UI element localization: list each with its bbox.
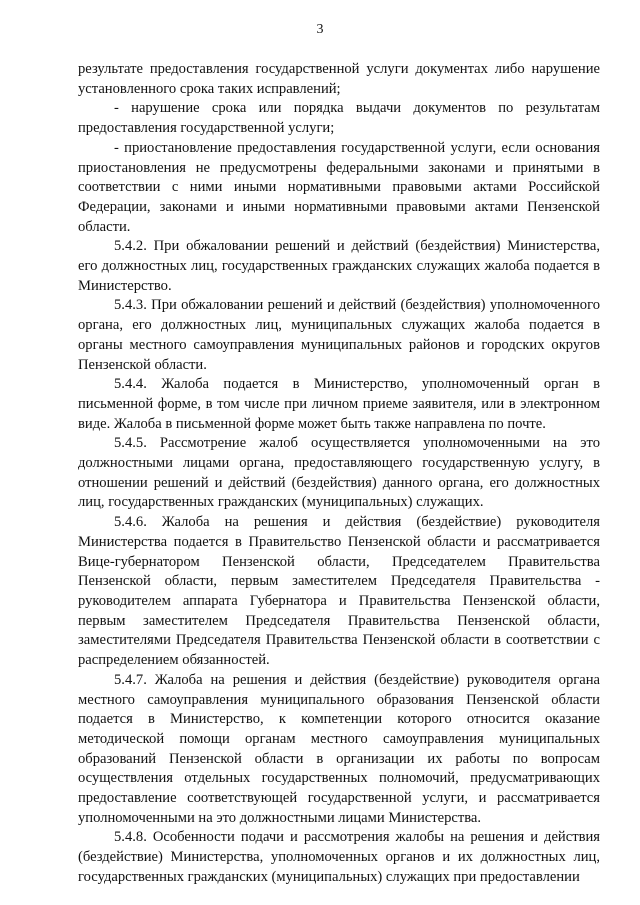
paragraph-clause-5-4-4: 5.4.4. Жалоба подается в Министерство, уполномоченный орган в письменной форме, в том числе при личном приеме заявителя, или в электронном виде. Жалоба в письменной форме может быть также направлена по почте.: [78, 376, 600, 432]
paragraph-list-item: - приостановление предоставления государственной услуги, если основания приостановления не предусмотрены федеральными законами и принятыми в соответствии с ними иными нормативными правовыми актами Российской Федерации, законами и иными нормативными правовыми актами Пензенской области.: [78, 139, 600, 235]
paragraph-clause-5-4-5: 5.4.5. Рассмотрение жалоб осуществляется уполномоченными на это должностными лицами органа, предоставляющего государственную услугу, в отношении решений и действий (бездействия) данного органа, его должностных лиц, государственных гражданских (муниципальных) служащих.: [78, 435, 600, 511]
paragraph-list-item: - нарушение срока или порядка выдачи документов по результатам предоставления государственной услуги;: [78, 100, 600, 137]
paragraph-clause-5-4-7: 5.4.7. Жалоба на решения и действия (бездействие) руководителя органа местного самоуправления муниципального образования Пензенской области подается в Министерство, к компетенции которого относится оказание методической помощи органам местного самоуправления муниципальных образований Пензенской области в организации их работы по вопросам осуществления отдельных государственных полномочий, предусматривающих предоставление соответствующей государственной услуги, и рассматривается уполномоченными на это должностными лицами Министерства.: [78, 671, 600, 826]
paragraph-clause-5-4-8: 5.4.8. Особенности подачи и рассмотрения жалобы на решения и действия (бездействие) Министерства, уполномоченных органов и их должностных лиц, государственных гражданских (муниципальных) служащих при предоставлении: [78, 829, 600, 885]
paragraph-continuation: результате предоставления государственной услуги документах либо нарушение установленного срока таких исправлений;: [78, 61, 600, 97]
document-body: [78, 60, 600, 888]
paragraph-clause-5-4-3: 5.4.3. При обжаловании решений и действий (бездействия) уполномоченного органа, его должностных лиц, муниципальных служащих жалоба подается в органы местного самоуправления муниципальных районов и городских округов Пензенской области.: [78, 297, 600, 373]
page-number: 3: [316, 22, 324, 37]
paragraph-clause-5-4-6: 5.4.6. Жалоба на решения и действия (бездействие) руководителя Министерства подается в Правительство Пензенской области и рассматривается Вице-губернатором Пензенской области, Председателем Правительства Пензенской области, первым заместителем Председателя Правительства - руководителем аппарата Губернатора и Правительства Пензенской области, первым заместителем Председателя Правительства Пензенской области, заместителями Председателя Правительства Пензенской области в соответствии с распределением обязанностей.: [78, 514, 600, 669]
paragraph-clause-5-4-2: 5.4.2. При обжаловании решений и действий (бездействия) Министерства, его должностных лиц, государственных гражданских служащих жалоба подается в Министерство.: [78, 238, 600, 294]
